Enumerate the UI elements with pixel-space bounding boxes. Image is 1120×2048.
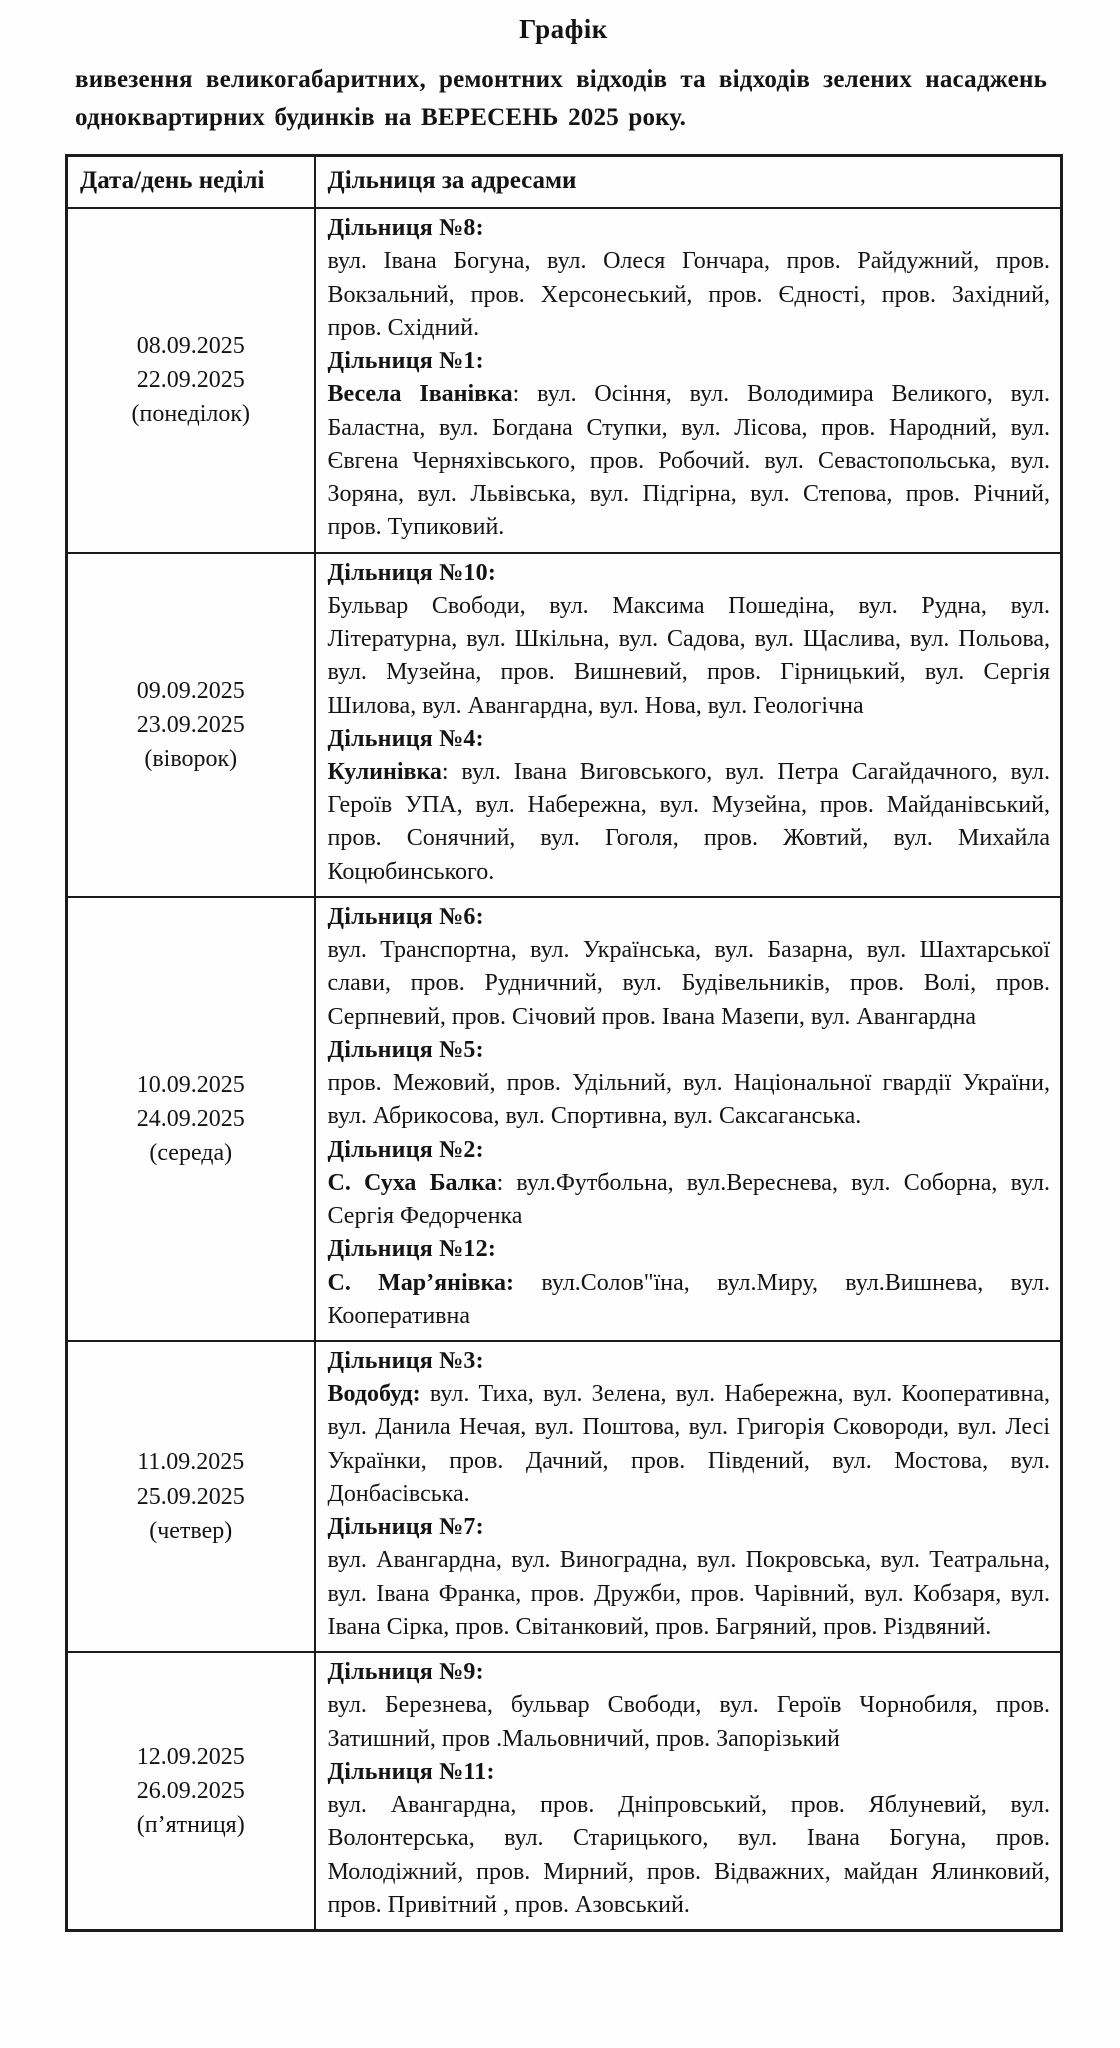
- district-section-title: Дільниця №4:: [327, 725, 484, 752]
- district-section-title: Дільниця №11:: [327, 1758, 495, 1785]
- page-title: Графік: [519, 14, 608, 44]
- district-section-body: [328, 1378, 1051, 1511]
- district-section-title: Дільниця №3:: [327, 1347, 484, 1374]
- district-section-body: [328, 1789, 1051, 1922]
- district-section-title: Дільниця №12:: [327, 1236, 497, 1263]
- date-cell: [67, 897, 315, 1341]
- district-cell: [315, 1652, 1062, 1930]
- district-streets: вул. Тиха, вул. Зелена, вул. Набережна, вул. Кооперативна, вул. Данила Нечая, вул. Поштова, вул. Григорія Сковороди, вул. Лесі Українки, пров. Дачний, пров. Південий, вул. Мостова, вул. Донбасівська.: [327, 1381, 1050, 1507]
- weekday-line: (середа): [149, 1140, 233, 1166]
- table-row: [67, 897, 1062, 1341]
- weekday-line: (понеділок): [131, 401, 251, 428]
- table-header-row: [67, 156, 1062, 209]
- column-header-district: Дільниця за адресами: [315, 156, 1062, 209]
- district-lead: С. Суха Балка: [327, 1169, 497, 1196]
- district-section-title: Дільниця №2:: [327, 1136, 484, 1163]
- date-line: 09.09.2025: [136, 677, 245, 704]
- district-section-body: [328, 1689, 1051, 1755]
- table-row: [67, 208, 1062, 552]
- date-line: 26.09.2025: [136, 1777, 245, 1804]
- date-line: 24.09.2025: [136, 1105, 245, 1132]
- weekday-line: (четвер): [149, 1517, 233, 1544]
- date-line: 25.09.2025: [136, 1483, 245, 1510]
- district-section-body: [328, 1544, 1051, 1644]
- district-streets: вул. Івана Богуна, вул. Олеся Гончара, пров. Райдужний, пров. Вокзальний, пров. Херсонеський, пров. Єдності, пров. Західний, пров. Східний.: [327, 248, 1050, 341]
- district-streets: пров. Межовий, пров. Удільний, вул. Національної гвардії України, вул. Абрикосова, вул. Спортивна, вул. Саксаганська.: [327, 1070, 1050, 1130]
- date-line: 12.09.2025: [136, 1743, 245, 1770]
- district-section-body: [328, 1167, 1051, 1233]
- document-subtitle: вивезення великогабаритних, ремонтних відходів та відходів зелених насаджень одноквартирних будинків на ВЕРЕСЕНЬ 2025 року.: [75, 66, 1047, 131]
- district-section-title: Дільниця №6:: [327, 903, 484, 930]
- district-section-title: Дільниця №10:: [327, 559, 497, 586]
- district-section-body: [328, 590, 1051, 723]
- district-section-title: Дільниця №5:: [327, 1036, 484, 1063]
- district-cell: [315, 1341, 1062, 1652]
- district-streets: вул. Авангардна, пров. Дніпровський, пров. Яблуневий, вул. Волонтерська, вул. Старицького, вул. Івана Богуна, пров. Молодіжний, пров. Мирний, пров. Відважних, майдан Ялинковий, пров. Привітний , пров. Азовський.: [327, 1792, 1050, 1918]
- schedule-table: [65, 154, 1063, 1932]
- district-streets: : вул.Футбольна, вул.Вереснева, вул. Соборна, вул. Сергія Федорченка: [327, 1169, 1051, 1230]
- district-section-title: Дільниця №7:: [327, 1514, 484, 1541]
- district-streets: вул.Солов"їна, вул.Миру, вул.Вишнева, вул. Кооперативна: [327, 1269, 1050, 1329]
- district-section-body: [328, 756, 1051, 889]
- table-row: [67, 553, 1062, 897]
- district-streets: Бульвар Свободи, вул. Максима Пошедіна, вул. Рудна, вул. Літературна, вул. Шкільна, вул. Садова, вул. Щаслива, вул. Польова, вул. Музейна, пров. Вишневий, пров. Гірницький, вул. Сергія Шилова, вул. Авангардна, вул. Нова, вул. Геологічна: [327, 592, 1050, 719]
- weekday-line: (п’ятниця): [136, 1812, 245, 1839]
- district-section-title: Дільниця №8:: [327, 215, 484, 242]
- district-section-title: Дільниця №9:: [327, 1659, 484, 1686]
- district-lead: Кулинівка: [327, 759, 442, 785]
- date-line: 11.09.2025: [137, 1449, 245, 1476]
- date-cell: [67, 1341, 315, 1652]
- district-lead: Весела Іванівка: [327, 381, 513, 408]
- district-lead: Водобуд:: [327, 1381, 421, 1408]
- district-streets: вул. Транспортна, вул. Українська, вул. Базарна, вул. Шахтарської слави, пров. Рудничний, вул. Будівельників, пров. Волі, пров. Серпневий, пров. Січовий пров. Івана Мазепи, вул. Авангардна: [327, 937, 1050, 1030]
- district-section-body: [328, 934, 1051, 1034]
- district-section-body: [328, 378, 1051, 544]
- date-line: 08.09.2025: [136, 333, 245, 360]
- date-cell: [67, 208, 315, 552]
- date-cell: [67, 1652, 315, 1930]
- district-section-body: [328, 245, 1051, 345]
- date-line: 10.09.2025: [136, 1071, 245, 1098]
- district-cell: [315, 553, 1062, 897]
- date-line: 22.09.2025: [136, 367, 245, 394]
- district-lead: С. Мар’янівка:: [327, 1269, 515, 1296]
- district-cell: [315, 897, 1062, 1341]
- district-streets: : вул. Івана Виговського, вул. Петра Сагайдачного, вул. Героїв УПА, вул. Набережна, вул. Музейна, пров. Майданівський, пров. Сонячний, вул. Гоголя, пров. Жовтий, вул. Михайла Коцюбинського.: [327, 759, 1050, 885]
- column-header-date: Дата/день неділі: [67, 156, 315, 209]
- district-streets: вул. Березнева, бульвар Свободи, вул. Героїв Чорнобиля, пров. Затишний, пров .Мальовничий, пров. Запорізький: [327, 1692, 1050, 1752]
- date-cell: [67, 553, 315, 897]
- district-streets: вул. Авангардна, вул. Виноградна, вул. Покровська, вул. Театральна, вул. Івана Франка, пров. Дружби, пров. Чарівний, вул. Кобзаря, вул. Івана Сірка, пров. Світанковий, пров. Багряний, пров. Різдвяний.: [327, 1547, 1050, 1640]
- table-row: [67, 1652, 1062, 1930]
- district-section-title: Дільниця №1:: [327, 348, 484, 375]
- district-section-body: [328, 1267, 1051, 1333]
- table-row: [67, 1341, 1062, 1652]
- district-cell: [315, 208, 1062, 552]
- district-streets: : вул. Осіння, вул. Володимира Великого, вул. Баластна, вул. Богдана Ступки, вул. Лісова, пров. Народний, вул. Євгена Черняхівського, пров. Робочий. вул. Севастопольська, вул. Зоряна, вул. Львівська, вул. Підгірна, вул. Степова, пров. Річний, пров. Тупиковий.: [327, 381, 1050, 541]
- district-section-body: [328, 1067, 1051, 1133]
- weekday-line: (віворок): [144, 745, 238, 772]
- date-line: 23.09.2025: [136, 711, 245, 738]
